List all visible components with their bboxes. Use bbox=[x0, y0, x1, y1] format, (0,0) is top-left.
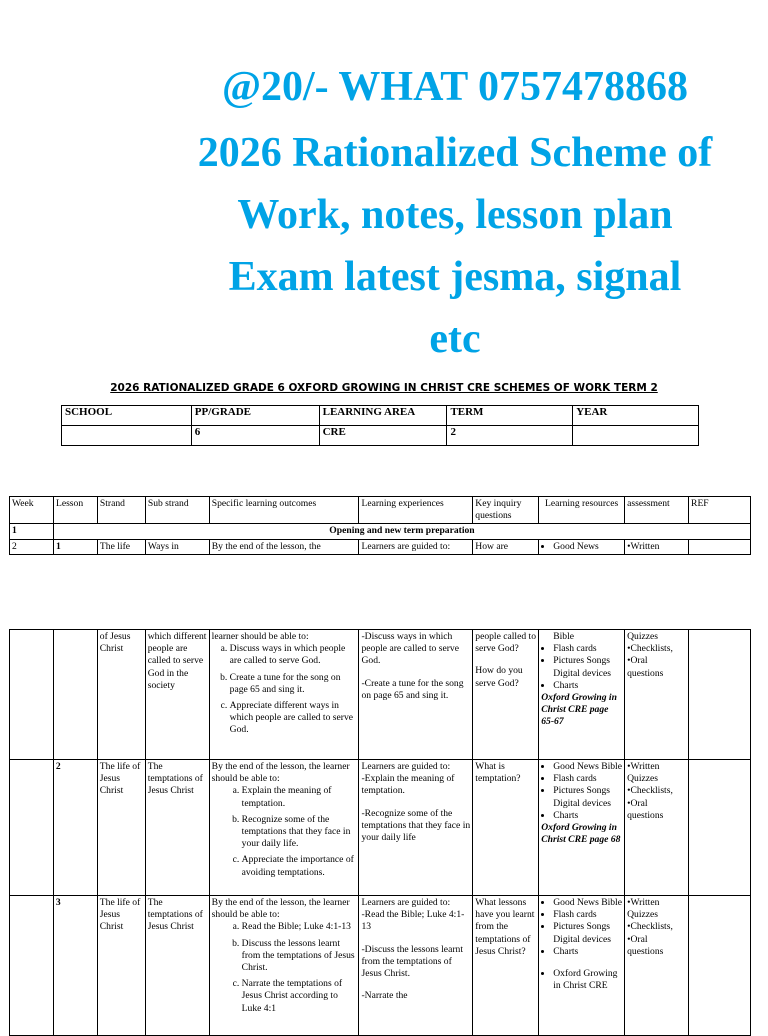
scheme-table-continued bbox=[9, 629, 751, 1036]
resource-item: • Flash cards bbox=[553, 643, 622, 655]
info-header-term: TERM bbox=[447, 406, 573, 426]
lesson-1-assessment-start: •Written bbox=[625, 539, 689, 554]
outcome-item: c. Appreciate the importance of avoiding temptations. bbox=[242, 854, 357, 878]
lesson-2-questions: What is temptation? bbox=[473, 760, 539, 896]
lesson-1-substrand-start: Ways in bbox=[145, 539, 209, 554]
info-value-year bbox=[573, 426, 699, 446]
info-value-term: 2 bbox=[447, 426, 573, 446]
week-1-number: 1 bbox=[10, 524, 54, 539]
header-lesson: Lesson bbox=[53, 497, 97, 524]
outcomes-intro: By the end of the lesson, the learner should be able to: bbox=[211, 761, 350, 785]
promo-banner bbox=[150, 56, 760, 370]
promo-line-5: etc bbox=[429, 316, 481, 362]
header-strand: Strand bbox=[97, 497, 145, 524]
info-header-school: SCHOOL bbox=[62, 406, 192, 426]
experience-item: -Recognize some of the temptations that they face in your daily life bbox=[361, 807, 471, 844]
lesson-1-questions-start: How are bbox=[473, 539, 539, 554]
promo-line-2: 2026 Rationalized Scheme of bbox=[197, 130, 713, 176]
resource-item: • Flash cards bbox=[553, 909, 622, 921]
lesson-2-row bbox=[10, 760, 751, 896]
outcome-item: a. Explain the meaning of temptation. bbox=[242, 785, 357, 809]
header-week: Week bbox=[10, 497, 54, 524]
lesson-1-outcomes-start: By the end of the lesson, the bbox=[209, 539, 359, 554]
experience-item: -Discuss ways in which people are called to serve God. bbox=[361, 631, 459, 667]
lesson-1-resources bbox=[539, 630, 625, 760]
lesson-1-number: 1 bbox=[53, 539, 97, 554]
lesson-3-resources bbox=[539, 896, 625, 1036]
lesson-3-strand: The life of Jesus Christ bbox=[97, 896, 145, 1036]
lesson-1-questions bbox=[473, 630, 539, 760]
resource-item: • Charts bbox=[553, 946, 622, 958]
info-header-learning-area: LEARNING AREA bbox=[319, 406, 447, 426]
scheme-table-top bbox=[9, 496, 751, 555]
lesson-1-continued-row bbox=[10, 630, 751, 760]
lesson-3-assessment bbox=[625, 896, 689, 1036]
scheme-header-row bbox=[10, 497, 751, 524]
question-item: How do you serve God? bbox=[475, 665, 523, 689]
lesson-1-substrand: which different people are called to serve God in the society bbox=[145, 630, 209, 760]
book-reference: Oxford Growing in Christ CRE page 65-67 bbox=[541, 692, 617, 728]
lesson-1-outcomes bbox=[209, 630, 359, 760]
outcome-item: c. Appreciate different ways in which people are called to serve God. bbox=[230, 700, 357, 737]
lesson-3-outcomes bbox=[209, 896, 359, 1036]
resource-item: • Charts bbox=[553, 680, 622, 692]
assessment-item: •Written Quizzes bbox=[627, 761, 660, 785]
question-item: people called to serve God? bbox=[475, 631, 537, 655]
experience-item: -Create a tune for the song on page 65 and sing it. bbox=[361, 677, 464, 701]
header-resources: Learning resources bbox=[539, 497, 625, 524]
lesson-3-number: 3 bbox=[53, 896, 97, 1036]
lesson-2-outcomes bbox=[209, 760, 359, 896]
week-2-number: 2 bbox=[10, 539, 54, 554]
experiences-intro: Learners are guided to: bbox=[361, 897, 451, 908]
outcome-item: c. Narrate the temptations of Jesus Christ according to Luke 4:1 bbox=[242, 978, 357, 1015]
header-questions: Key inquiry questions bbox=[473, 497, 539, 524]
header-experiences: Learning experiences bbox=[359, 497, 473, 524]
assessment-item: •Oral questions bbox=[627, 933, 664, 957]
assessment-item: •Checklists, bbox=[627, 643, 673, 655]
resource-item: • Pictures Songs Digital devices bbox=[553, 655, 622, 679]
resource-item: • Good News Bible bbox=[553, 897, 622, 909]
lesson-2-assessment bbox=[625, 760, 689, 896]
lesson-2-experiences bbox=[359, 760, 473, 896]
week-cell bbox=[10, 630, 54, 760]
document-title: 2026 RATIONALIZED GRADE 6 OXFORD GROWING IN CHRIST CRE SCHEMES OF WORK TERM 2 bbox=[110, 382, 658, 394]
resource-item: • Pictures Songs Digital devices bbox=[553, 785, 622, 809]
resource-item: • Flash cards bbox=[553, 773, 622, 785]
week-cell bbox=[10, 760, 54, 896]
resource-item: • Good News bbox=[553, 541, 622, 553]
week-1-row bbox=[10, 524, 751, 539]
resource-item: • Charts bbox=[553, 810, 622, 822]
lesson-2-substrand: The temptations of Jesus Christ bbox=[145, 760, 209, 896]
lesson-2-number: 2 bbox=[53, 760, 97, 896]
assessment-item: •Oral questions bbox=[627, 655, 664, 679]
info-header-year: YEAR bbox=[573, 406, 699, 426]
week-1-text: Opening and new term preparation bbox=[53, 524, 750, 539]
lesson-1-strand: of Jesus Christ bbox=[97, 630, 145, 760]
assessment-item: •Written Quizzes bbox=[627, 897, 660, 921]
header-outcomes: Specific learning outcomes bbox=[209, 497, 359, 524]
info-value-school bbox=[62, 426, 192, 446]
lesson-1-ref-start bbox=[689, 539, 751, 554]
ref-cell bbox=[689, 760, 751, 896]
outcome-item: b. Create a tune for the song on page 65 and sing it. bbox=[230, 672, 357, 696]
outcome-item: a. Discuss ways in which people are called to serve God. bbox=[230, 643, 357, 667]
resource-item: • Good News Bible bbox=[553, 761, 622, 773]
lesson-3-questions: What lessons have you learnt from the temptations of Jesus Christ? bbox=[473, 896, 539, 1036]
ref-cell bbox=[689, 630, 751, 760]
assessment-item: Quizzes bbox=[627, 631, 659, 642]
resource-item: • Oxford Growing in Christ CRE bbox=[553, 968, 622, 992]
lesson-3-row bbox=[10, 896, 751, 1036]
outcome-item: a. Read the Bible; Luke 4:1-13 bbox=[242, 921, 357, 933]
week-2-row bbox=[10, 539, 751, 554]
lesson-3-substrand: The temptations of Jesus Christ bbox=[145, 896, 209, 1036]
lesson-1-strand-start: The life bbox=[97, 539, 145, 554]
lesson-1-assessment bbox=[625, 630, 689, 760]
info-table bbox=[61, 405, 699, 446]
info-value-learning-area: CRE bbox=[319, 426, 447, 446]
experience-item: -Read the Bible; Luke 4:1-13 bbox=[361, 909, 465, 933]
lesson-cell bbox=[53, 630, 97, 760]
outcome-item: b. Recognize some of the temptations that they face in your daily life. bbox=[242, 814, 357, 851]
header-substrand: Sub strand bbox=[145, 497, 209, 524]
book-reference: Oxford Growing in Christ CRE page 68 bbox=[541, 822, 621, 846]
week-cell bbox=[10, 896, 54, 1036]
resource-item: Bible bbox=[553, 631, 575, 642]
header-ref: REF bbox=[689, 497, 751, 524]
assessment-item: •Checklists, bbox=[627, 921, 673, 933]
lesson-3-experiences bbox=[359, 896, 473, 1036]
outcomes-intro: By the end of the lesson, the learner should be able to: bbox=[211, 897, 350, 921]
assessment-item: •Checklists, bbox=[627, 785, 673, 797]
outcomes-intro: learner should be able to: bbox=[211, 631, 309, 642]
lesson-1-resources-start bbox=[539, 539, 625, 554]
info-value-grade: 6 bbox=[191, 426, 319, 446]
outcome-item: b. Discuss the lessons learnt from the temptations of Jesus Christ. bbox=[242, 938, 357, 975]
header-assessment: assessment bbox=[625, 497, 689, 524]
info-header-grade: PP/GRADE bbox=[191, 406, 319, 426]
lesson-2-resources bbox=[539, 760, 625, 896]
experience-item: -Discuss the lessons learnt from the temptations of Jesus Christ. bbox=[361, 943, 463, 980]
promo-line-4: Exam latest jesma, signal bbox=[228, 254, 682, 300]
lesson-2-strand: The life of Jesus Christ bbox=[97, 760, 145, 896]
info-header-row bbox=[62, 406, 699, 426]
experiences-intro: Learners are guided to: bbox=[361, 761, 451, 772]
promo-line-1: @20/- WHAT 0757478868 bbox=[221, 64, 689, 110]
experience-item: -Explain the meaning of temptation. bbox=[361, 773, 455, 797]
lesson-1-experiences-start: Learners are guided to: bbox=[359, 539, 473, 554]
experience-item: -Narrate the bbox=[361, 990, 408, 1002]
ref-cell bbox=[689, 896, 751, 1036]
resource-item: • Pictures Songs Digital devices bbox=[553, 921, 622, 945]
promo-line-3: Work, notes, lesson plan bbox=[237, 192, 673, 238]
info-value-row bbox=[62, 426, 699, 446]
lesson-1-experiences bbox=[359, 630, 473, 760]
assessment-item: •Oral questions bbox=[627, 797, 664, 821]
